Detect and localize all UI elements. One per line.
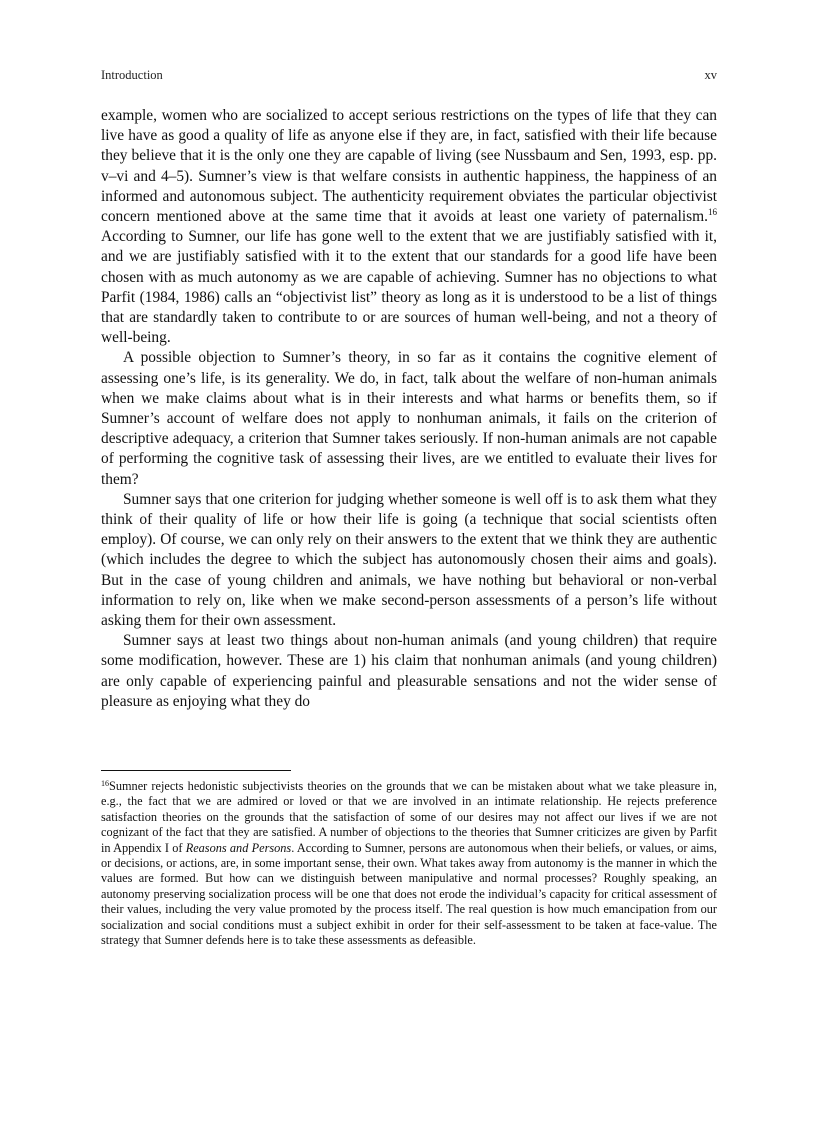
running-header: [101, 68, 717, 83]
paragraph-2: A possible objection to Sumner’s theory, in so far as it contains the cognitive element of assessing one’s life, is its generality. We do, in fact, talk about the welfare of non-human animals when we make claims about what is in their interests and what harms or benefits them, so if Sumner’s account of welfare does not apply to nonhuman animals, it fails on the criterion of descriptive adequacy, a criterion that Sumner takes seriously. If non-human animals are not capable of performing the cognitive task of assessing their lives, are we entitled to evaluate their lives for them?: [101, 349, 717, 488]
footnote-number: 16: [101, 779, 109, 788]
book-title: Reasons and Persons: [185, 840, 292, 855]
paragraph-3: Sumner says that one criterion for judging whether someone is well off is to ask them what they think of their quality of life or how their life is going (a technique that social scientists often employ). Of course, we can only rely on their answers to the extent that we think they are authentic (which includes the degree to which the subject has autonomously chosen their aims and goals). But in the case of young children and animals, we have nothing but behavioral or non-verbal information to rely on, like when we make second-person assessments of a person’s life without asking them for their own assessment.: [101, 490, 717, 630]
section-title: Introduction: [101, 68, 163, 82]
page-number: xv: [704, 68, 717, 82]
footnote-reference[interactable]: 16: [708, 207, 717, 218]
paragraph-4: Sumner says at least two things about non-human animals (and young children) that require some modification, however. These are 1) his claim that nonhuman animals (and young children) are only capable of experiencing painful and pleasurable sensations and not the wider sense of pleasure as enjoying what they do: [101, 632, 717, 710]
paragraph-1: example, women who are socialized to accept serious restrictions on the types of life that they can live have as good a quality of life as anyone else if they are, in fact, satisfied with their life because they believe that it is the only one they are capable of living (see Nussbaum and Sen, 1993, esp. pp. v–vi and 4–5). Sumner’s view is that welfare consists in authentic happiness, the happiness of an informed and autonomous subject. The authenticity requirement obviates the particular objectivist concern mentioned above at the same time that it avoids at least one variety of paternalism.$^{16}$ According to Sumner, our life has gone well to the extent that we are justifiably satisfied with it, and we are justifiably satisfied with it to the extent that our standards for a good life have been chosen with as much autonomy as we are capable of achieving. Sumner has no objections to what Parfit (1984, 1986) calls an “objectivist list” theory as long as it is understood to be a list of things that are standardly taken to contribute to or are sources of human well-being, and not a theory of well-being.: [101, 107, 717, 347]
footnote-text: $^{16}$Sumner rejects hedonistic subjectivists theories on the grounds that we can be mistaken about what we take pleasure in, e.g., the fact that we are admired or loved or that we are involved in an intimate relationship. He rejects preference satisfaction theories on the grounds that the satisfaction of some of our desires may not affect our lives if we are not cognizant of the fact that they are satisfied. A number of objections to the theories that Sumner criticizes are given by Parfit in Appendix I of Reasons and Persons. According to Sumner, persons are autonomous when their beliefs, or values, or aims, or decisions, or actions, are, in some important sense, their own. What takes away from autonomy is the manner in which the values are formed. But how can we distinguish between manipulative and normal processes? Roughly speaking, an autonomy preserving socialization process will be one that does not erode the individual’s capacity for critical assessment of their values, including the very value promoted by the process itself. The real question is how much emancipation from our socialization and social conditions must a subject exhibit in order for their self-assessment to be taken at face-value. The strategy that Sumner defends here is to take these assessments as defeasible.: [101, 779, 717, 948]
footnote-16: [101, 779, 717, 948]
main-text: [101, 106, 717, 712]
footnote-separator: [101, 770, 291, 771]
